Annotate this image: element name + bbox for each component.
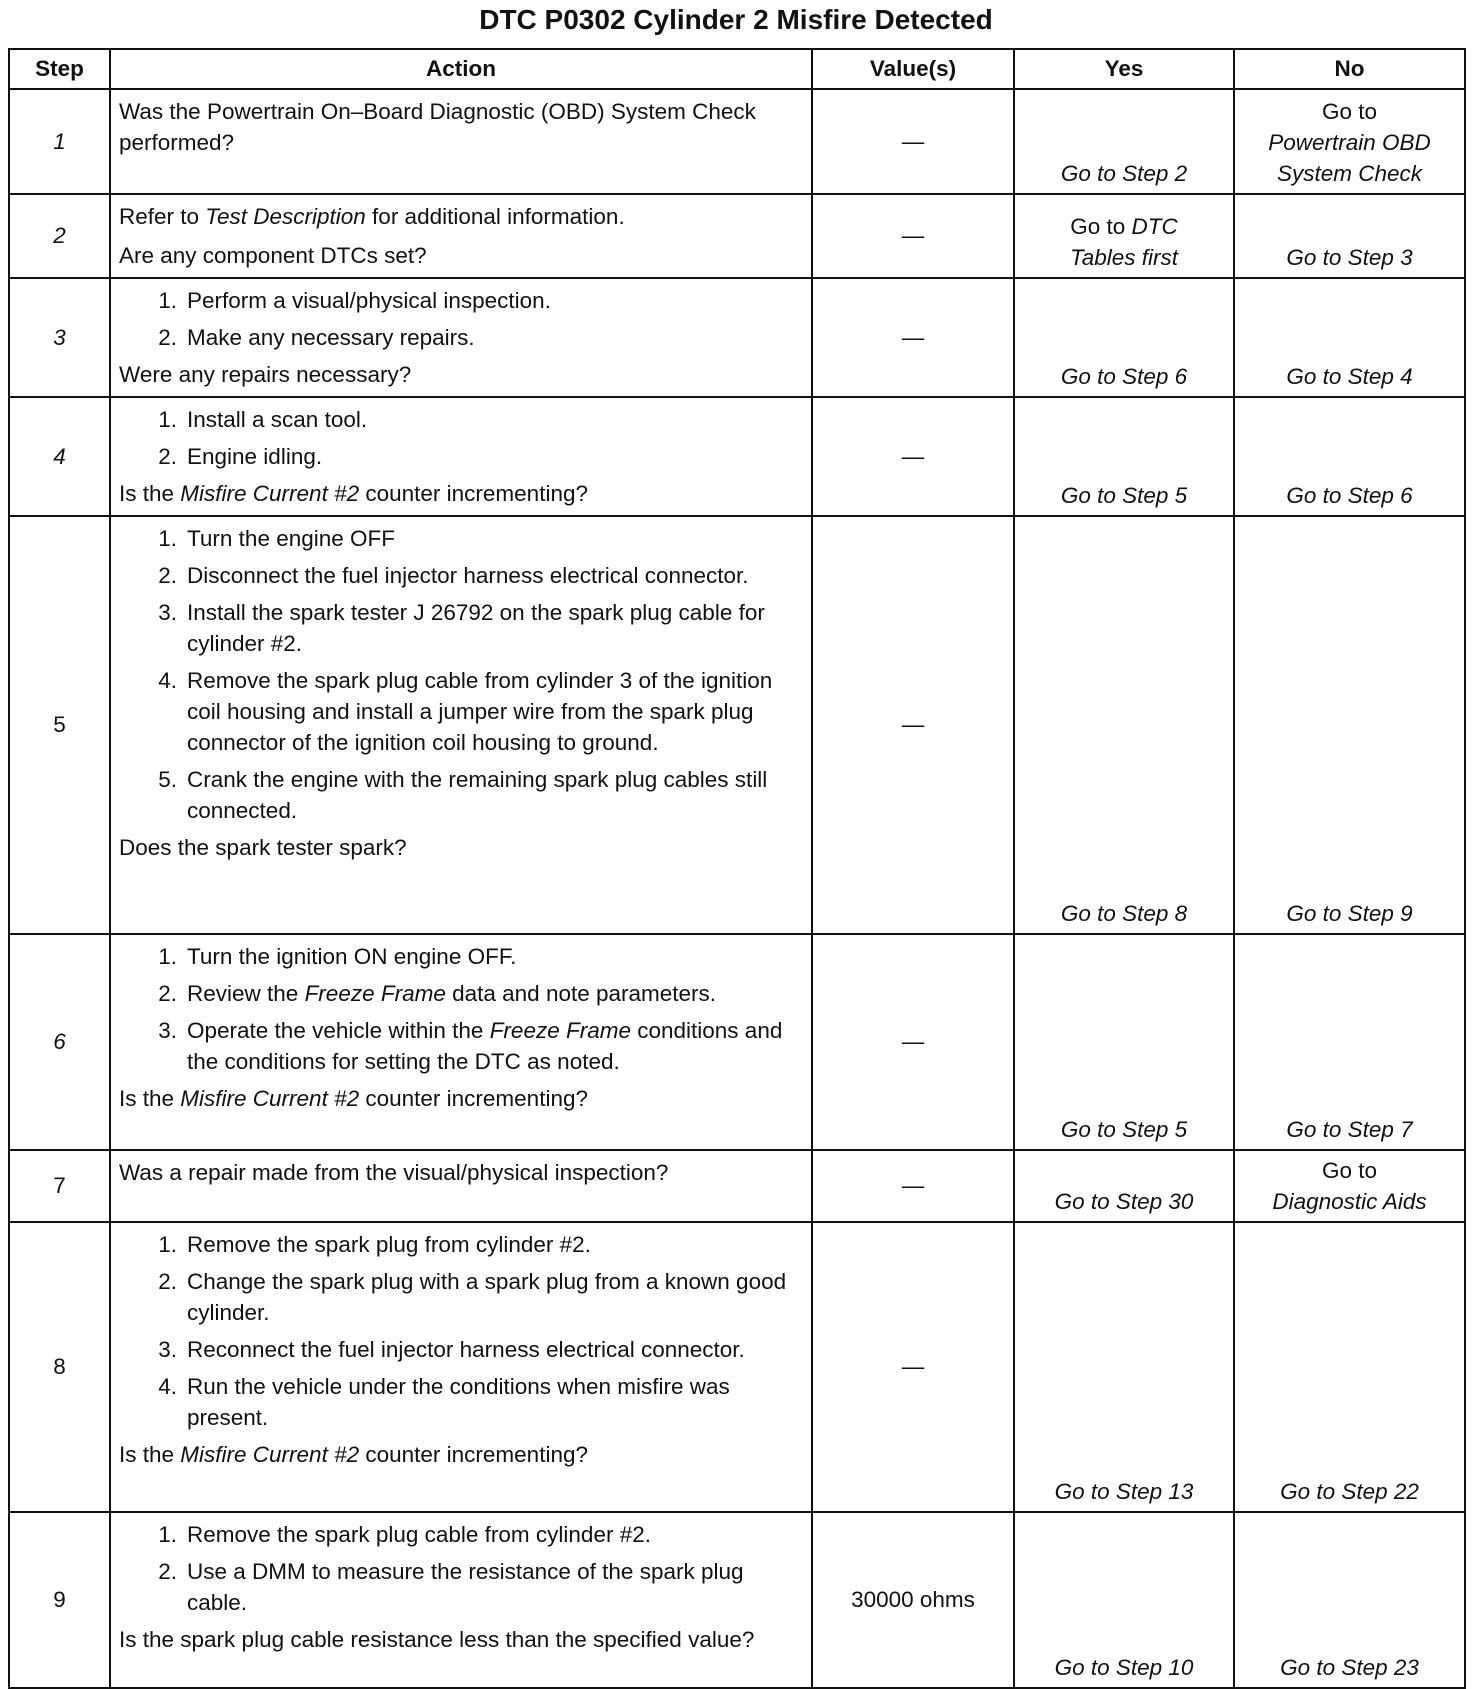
action-text-italic: Test Description [205, 204, 366, 229]
value-cell: 30000 ohms [812, 1512, 1014, 1688]
no-line: Go to [1321, 99, 1378, 124]
list-item: 4. Remove the spark plug cable from cylinder 3 of the ignition coil housing and install a jumper wire from the spark plug connector of the ignition coil housing to ground. [158, 668, 773, 755]
no-cell [1234, 1150, 1465, 1222]
question-part: Is the [119, 481, 181, 506]
step-number: 2 [9, 194, 110, 278]
question-part: Is the [119, 1086, 181, 1111]
yes-cell: Go to Step 6 [1014, 278, 1234, 397]
list-item: 1. Turn the ignition ON engine OFF. [158, 944, 517, 969]
action-list [119, 523, 805, 826]
list-item-text: conditions and the conditions for setting the DTC as noted. [187, 1018, 783, 1074]
header-no: No [1234, 49, 1465, 89]
list-item-text: Turn the engine OFF [187, 526, 396, 551]
action-cell [110, 516, 812, 934]
list-item-text: data and note parameters. [445, 981, 717, 1006]
yes-cell: Go to Step 10 [1014, 1512, 1234, 1688]
question-text: Were any repairs necessary? [119, 362, 412, 387]
table-row [9, 194, 1465, 278]
action-text-part: Refer to [119, 204, 206, 229]
list-item-text: Perform a visual/physical inspection. [187, 288, 551, 313]
yes-cell: Go to Step 30 [1014, 1150, 1234, 1222]
step-number: 5 [9, 516, 110, 934]
diagnostic-table [8, 48, 1466, 1689]
list-item-text: Remove the spark plug from cylinder #2. [187, 1232, 591, 1257]
value-cell: — [812, 1150, 1014, 1222]
header-yes: Yes [1014, 49, 1234, 89]
question-part: counter incrementing? [359, 481, 588, 506]
table-row [9, 397, 1465, 516]
question-italic: Misfire Current #2 [180, 1442, 360, 1467]
question-part: Is the [119, 1442, 181, 1467]
action-cell [110, 194, 812, 278]
list-item: 1. Remove the spark plug from cylinder #2. [158, 1232, 591, 1257]
page-title: DTC P0302 Cylinder 2 Misfire Detected [479, 4, 993, 35]
question-italic: Misfire Current #2 [180, 1086, 360, 1111]
question-text [119, 1083, 805, 1114]
list-item-text: Install a scan tool. [187, 407, 368, 432]
yes-text-italic: DTC [1131, 214, 1178, 239]
header-row [9, 49, 1465, 89]
table-row [9, 934, 1465, 1150]
action-text: Was a repair made from the visual/physical inspection? [119, 1160, 669, 1185]
list-item: 2. Change the spark plug with a spark plug from a known good cylinder. [158, 1269, 787, 1325]
list-item-italic: Freeze Frame [489, 1018, 631, 1043]
table-row [9, 278, 1465, 397]
action-text [119, 201, 805, 232]
question-text: Does the spark tester spark? [119, 835, 407, 860]
list-item-text: Install the spark tester J 26792 on the spark plug cable for cylinder #2. [187, 600, 765, 656]
list-item: 3. Operate the vehicle within the Freeze Frame conditions and the conditions for setting the DTC as noted. [158, 1018, 783, 1074]
value-cell: — [812, 397, 1014, 516]
question-part: counter incrementing? [359, 1442, 588, 1467]
header-step: Step [9, 49, 110, 89]
action-list [119, 1519, 805, 1618]
no-cell: Go to Step 9 [1234, 516, 1465, 934]
action-list [119, 404, 805, 472]
list-item: 4. Run the vehicle under the conditions when misfire was present. [158, 1374, 730, 1430]
no-cell: Go to Step 7 [1234, 934, 1465, 1150]
list-item: 1. Perform a visual/physical inspection. [158, 288, 551, 313]
question-italic: Misfire Current #2 [180, 481, 360, 506]
list-item-text: Remove the spark plug cable from cylinder #2. [187, 1522, 651, 1547]
action-list [119, 1229, 805, 1433]
table-row [9, 1512, 1465, 1688]
list-item-text: Run the vehicle under the conditions when misfire was present. [187, 1374, 730, 1430]
list-item: 2. Use a DMM to measure the resistance of the spark plug cable. [158, 1559, 744, 1615]
list-item: 1. Remove the spark plug cable from cylinder #2. [158, 1522, 651, 1547]
question-part: counter incrementing? [359, 1086, 588, 1111]
step-number: 3 [9, 278, 110, 397]
question-text [119, 478, 805, 509]
action-cell [110, 89, 812, 194]
table-row [9, 1150, 1465, 1222]
list-item-text: Review the [187, 981, 305, 1006]
list-item-italic: Freeze Frame [304, 981, 446, 1006]
no-cell: Go to Step 22 [1234, 1222, 1465, 1512]
header-action: Action [110, 49, 812, 89]
yes-cell: Go to Step 5 [1014, 397, 1234, 516]
list-item-text: Remove the spark plug cable from cylinder 3 of the ignition coil housing and install a jumper wire from the spark plug connector of the ignition coil housing to ground. [187, 668, 773, 755]
list-item: 1. Install a scan tool. [158, 407, 368, 432]
list-item-text: Operate the vehicle within the [187, 1018, 490, 1043]
value-cell: — [812, 278, 1014, 397]
list-item-text: Engine idling. [187, 444, 323, 469]
value-cell: — [812, 194, 1014, 278]
no-line: Powertrain OBD System Check [1268, 130, 1431, 186]
no-cell: Go to Step 6 [1234, 397, 1465, 516]
no-cell: Go to Step 4 [1234, 278, 1465, 397]
yes-cell: Go to Step 2 [1014, 89, 1234, 194]
step-number: 6 [9, 934, 110, 1150]
action-cell [110, 397, 812, 516]
yes-text-part: Go to [1070, 214, 1132, 239]
step-number: 8 [9, 1222, 110, 1512]
action-text: Was the Powertrain On–Board Diagnostic (OBD) System Check performed? [119, 99, 756, 155]
table-row [9, 516, 1465, 934]
value-cell: — [812, 89, 1014, 194]
no-cell: Go to Step 23 [1234, 1512, 1465, 1688]
action-list [119, 285, 805, 353]
yes-line: Tables first [1070, 245, 1178, 270]
step-number: 1 [9, 89, 110, 194]
no-line: Diagnostic Aids [1272, 1189, 1427, 1214]
step-number: 7 [9, 1150, 110, 1222]
list-item: 3. Reconnect the fuel injector harness electrical connector. [158, 1337, 745, 1362]
list-item-text: Change the spark plug with a spark plug from a known good cylinder. [187, 1269, 787, 1325]
yes-cell: Go to Step 8 [1014, 516, 1234, 934]
value-cell: — [812, 516, 1014, 934]
no-cell: Go to Step 3 [1234, 194, 1465, 278]
action-text-part: for additional information. [365, 204, 625, 229]
question-text: Are any component DTCs set? [119, 243, 427, 268]
action-cell [110, 278, 812, 397]
no-line: Go to [1321, 1158, 1378, 1183]
yes-cell: Go to Step 5 [1014, 934, 1234, 1150]
value-cell: — [812, 934, 1014, 1150]
action-cell [110, 1512, 812, 1688]
list-item-text: Crank the engine with the remaining spark plug cables still connected. [187, 767, 768, 823]
yes-cell [1014, 194, 1234, 278]
question-text [119, 1439, 805, 1470]
list-item: 3. Install the spark tester J 26792 on the spark plug cable for cylinder #2. [158, 600, 765, 656]
list-item-text: Disconnect the fuel injector harness electrical connector. [187, 563, 749, 588]
list-item-text: Reconnect the fuel injector harness electrical connector. [187, 1337, 745, 1362]
list-item: 5. Crank the engine with the remaining spark plug cables still connected. [158, 767, 768, 823]
list-item-text: Use a DMM to measure the resistance of the spark plug cable. [187, 1559, 744, 1615]
action-cell [110, 1150, 812, 1222]
list-item: 2. Make any necessary repairs. [158, 325, 475, 350]
list-item-text: Turn the ignition ON engine OFF. [187, 944, 517, 969]
list-item: 2. Disconnect the fuel injector harness electrical connector. [158, 563, 749, 588]
yes-line [1021, 211, 1227, 242]
list-item-text: Make any necessary repairs. [187, 325, 475, 350]
value-cell: — [812, 1222, 1014, 1512]
list-item: 1. Turn the engine OFF [158, 526, 396, 551]
action-cell [110, 1222, 812, 1512]
list-item: 2. Review the Freeze Frame data and note parameters. [158, 981, 717, 1006]
step-number: 9 [9, 1512, 110, 1688]
table-row [9, 1222, 1465, 1512]
question-text: Is the spark plug cable resistance less than the specified value? [119, 1627, 755, 1652]
action-list [119, 941, 805, 1077]
step-number: 4 [9, 397, 110, 516]
action-cell [110, 934, 812, 1150]
yes-cell: Go to Step 13 [1014, 1222, 1234, 1512]
list-item: 2. Engine idling. [158, 444, 323, 469]
no-cell [1234, 89, 1465, 194]
header-values: Value(s) [812, 49, 1014, 89]
table-row [9, 89, 1465, 194]
